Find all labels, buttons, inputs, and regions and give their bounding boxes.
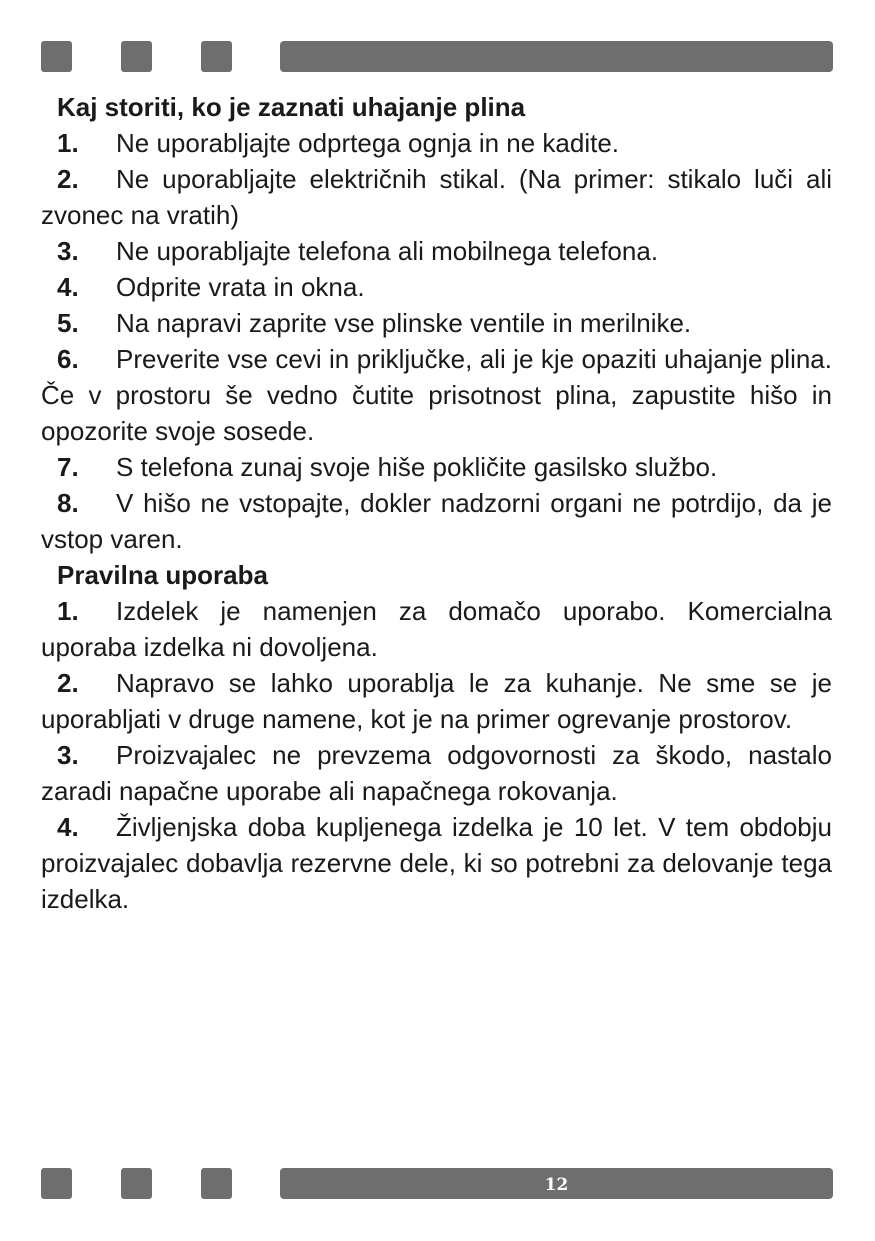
item-number: 1. [57, 596, 79, 626]
item-text: Preverite vse cevi in priključke, ali je kje opaziti uhajanje plina. Če v prostoru še vedno čutite prisotnost plina, zapustite hišo in opozorite svoje sosede. [41, 344, 832, 446]
list-item [41, 809, 832, 917]
page-content [41, 89, 832, 917]
item-number: 8. [57, 488, 79, 518]
item-text: Življenjska doba kupljenega izdelka je 10 let. V tem obdobju proizvajalec dobavlja rezervne dele, ki so potrebni za delovanje tega izdelka. [41, 812, 832, 914]
item-number: 5. [57, 308, 79, 338]
list-item [41, 593, 832, 665]
list-item [41, 485, 832, 557]
header-bar [280, 41, 833, 72]
item-text: Na napravi zaprite vse plinske ventile in merilnike. [116, 308, 692, 338]
item-number: 4. [57, 812, 79, 842]
section-heading-proper-use: Pravilna uporaba [57, 560, 268, 590]
section-heading-gas-leak: Kaj storiti, ko je zaznati uhajanje plina [57, 92, 526, 122]
item-text: Proizvajalec ne prevzema odgovornosti za škodo, nastalo zaradi napačne uporabe ali napačnega rokovanja. [41, 740, 832, 806]
header-square-2 [121, 41, 152, 72]
list-item [41, 125, 832, 161]
item-text: Ne uporabljajte električnih stikal. (Na primer: stikalo luči ali zvonec na vratih) [41, 164, 832, 230]
item-number: 3. [57, 740, 79, 770]
item-text: Odprite vrata in okna. [116, 272, 365, 302]
header-square-3 [201, 41, 232, 72]
list-item [41, 233, 832, 269]
list-item [41, 737, 832, 809]
header-square-1 [41, 41, 72, 72]
list-item [41, 269, 832, 305]
item-text: S telefona zunaj svoje hiše pokličite gasilsko službo. [116, 452, 718, 482]
list-item [41, 161, 832, 233]
item-number: 2. [57, 164, 79, 194]
item-number: 3. [57, 236, 79, 266]
list-item [41, 449, 832, 485]
item-number: 7. [57, 452, 79, 482]
item-number: 6. [57, 344, 79, 374]
item-number: 2. [57, 668, 79, 698]
footer-square-1 [41, 1168, 72, 1199]
item-text: Napravo se lahko uporablja le za kuhanje. Ne sme se je uporabljati v druge namene, kot je na primer ogrevanje prostorov. [41, 668, 832, 734]
item-text: Izdelek je namenjen za domačo uporabo. Komercialna uporaba izdelka ni dovoljena. [41, 596, 832, 662]
item-text: V hišo ne vstopajte, dokler nadzorni organi ne potrdijo, da je vstop varen. [41, 488, 832, 554]
footer-square-3 [201, 1168, 232, 1199]
footer-bar [280, 1168, 833, 1199]
item-text: Ne uporabljajte odprtega ognja in ne kadite. [116, 128, 620, 158]
item-number: 1. [57, 128, 79, 158]
page-number: 12 [544, 1175, 569, 1195]
item-text: Ne uporabljajte telefona ali mobilnega telefona. [116, 236, 659, 266]
list-item [41, 305, 832, 341]
list-item [41, 665, 832, 737]
list-item [41, 341, 832, 449]
footer-square-2 [121, 1168, 152, 1199]
item-number: 4. [57, 272, 79, 302]
